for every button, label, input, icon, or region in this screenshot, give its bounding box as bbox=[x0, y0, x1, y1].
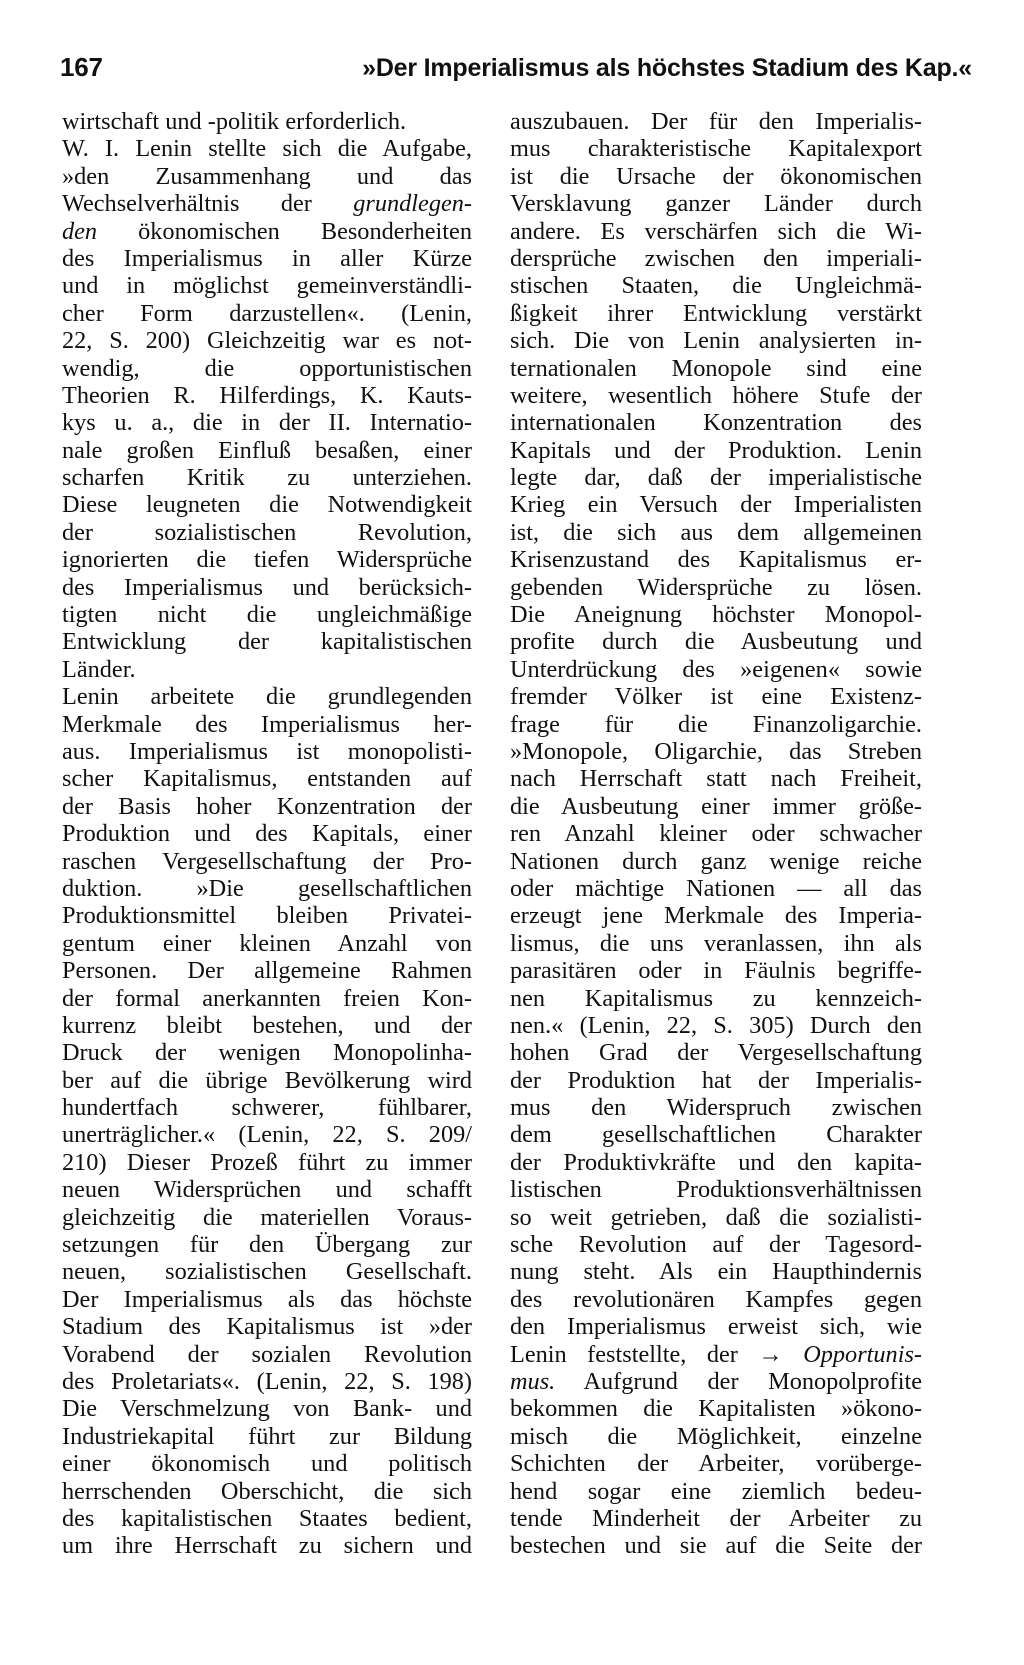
text-line: einer ökonomisch und politisch bbox=[62, 1450, 472, 1478]
text-line: mus. Aufgrund der Monopolprofite bbox=[510, 1367, 922, 1395]
text-line: hundertfach schwerer, fühlbarer, bbox=[62, 1094, 472, 1122]
text-line: parasitären oder in Fäulnis begriffe- bbox=[510, 957, 922, 985]
text-line: neuen Widersprüchen und schafft bbox=[62, 1176, 472, 1204]
text-line: neuen, sozialistischen Gesellschaft. bbox=[62, 1258, 472, 1286]
text-line: mus den Widerspruch zwischen bbox=[510, 1094, 922, 1122]
text-line: so weit getrieben, daß die sozialisti- bbox=[510, 1203, 922, 1231]
text-line: ist die Ursache der ökonomischen bbox=[510, 162, 922, 190]
text-line: Produktionsmittel bleiben Privatei- bbox=[62, 902, 472, 930]
text-line: auszubauen. Der für den Imperialis- bbox=[510, 108, 922, 135]
text-line: Theorien R. Hilferdings, K. Kauts- bbox=[62, 381, 472, 409]
text-line: der formal anerkannten freien Kon- bbox=[62, 984, 472, 1012]
text-line: um ihre Herrschaft zu sichern und bbox=[62, 1532, 472, 1560]
text-line: scher Kapitalismus, entstanden auf bbox=[62, 765, 472, 793]
text-line: tigten nicht die ungleichmäßige bbox=[62, 601, 472, 629]
text-line: lismus, die uns veranlassen, ihn als bbox=[510, 929, 922, 957]
text-line: Stadium des Kapitalismus ist »der bbox=[62, 1313, 472, 1341]
text-line: raschen Vergesellschaftung der Pro- bbox=[62, 847, 472, 875]
text-line: bestechen und sie auf die Seite der bbox=[510, 1532, 922, 1560]
text-line: der Produktivkräfte und den kapita- bbox=[510, 1148, 922, 1176]
text-line: gebenden Widersprüche zu lösen. bbox=[510, 573, 922, 601]
text-line: Wechselverhältnis der grundlegen- bbox=[62, 190, 472, 218]
text-line: den ökonomischen Besonderheiten bbox=[62, 217, 472, 245]
text-line: duktion. »Die gesellschaftlichen bbox=[62, 874, 472, 902]
text-line: misch die Möglichkeit, einzelne bbox=[510, 1422, 922, 1450]
text-line: Vorabend der sozialen Revolution bbox=[62, 1340, 472, 1368]
text-line: Personen. Der allgemeine Rahmen bbox=[62, 957, 472, 985]
text-line: nale großen Einfluß besaßen, einer bbox=[62, 436, 472, 464]
text-line: nach Herrschaft statt nach Freiheit, bbox=[510, 765, 922, 793]
text-line: des Imperialismus und berücksich- bbox=[62, 573, 472, 601]
text-line: Nationen durch ganz wenige reiche bbox=[510, 847, 922, 875]
left-text-column bbox=[62, 108, 472, 1560]
text-line: Versklavung ganzer Länder durch bbox=[510, 190, 922, 218]
text-line: wirtschaft und -politik erforderlich. bbox=[62, 108, 407, 135]
text-line: ist, die sich aus dem allgemeinen bbox=[510, 518, 922, 546]
text-line: des Imperialismus in aller Kürze bbox=[62, 244, 472, 272]
text-line: aus. Imperialismus ist monopolisti- bbox=[62, 737, 472, 765]
text-line: ber auf die übrige Bevölkerung wird bbox=[62, 1066, 472, 1094]
text-line: ignorierten die tiefen Widersprüche bbox=[62, 546, 472, 574]
text-line: andere. Es verschärfen sich die Wi- bbox=[510, 217, 922, 245]
text-line: Krieg ein Versuch der Imperialisten bbox=[510, 491, 922, 519]
text-line: erzeugt jene Merkmale des Imperia- bbox=[510, 902, 922, 930]
text-line: Entwicklung der kapitalistischen bbox=[62, 628, 472, 656]
text-line: mus charakteristische Kapitalexport bbox=[510, 135, 922, 163]
text-line: ternationalen Monopole sind eine bbox=[510, 354, 922, 382]
text-line: oder mächtige Nationen — all das bbox=[510, 874, 922, 902]
text-line: Merkmale des Imperialismus her- bbox=[62, 710, 472, 738]
text-line: profite durch die Ausbeutung und bbox=[510, 628, 922, 656]
text-line: Unterdrückung des »eigenen« sowie bbox=[510, 655, 922, 683]
right-text-column bbox=[510, 108, 922, 1560]
text-line: Produktion und des Kapitals, einer bbox=[62, 820, 472, 848]
page-number: 167 bbox=[60, 52, 103, 82]
text-line: Krisenzustand des Kapitalismus er- bbox=[510, 546, 922, 574]
text-line: frage für die Finanzoligarchie. bbox=[510, 710, 922, 738]
text-line: tende Minderheit der Arbeiter zu bbox=[510, 1504, 922, 1532]
text-line: Länder. bbox=[62, 655, 136, 683]
text-line: Lenin arbeitete die grundlegenden bbox=[62, 683, 472, 711]
text-line: Diese leugneten die Notwendigkeit bbox=[62, 491, 472, 519]
text-line: sich. Die von Lenin analysierten in- bbox=[510, 327, 922, 355]
text-line: wendig, die opportunistischen bbox=[62, 354, 472, 382]
text-line: scharfen Kritik zu unterziehen. bbox=[62, 464, 472, 492]
text-line: herrschenden Oberschicht, die sich bbox=[62, 1477, 472, 1505]
text-line: dersprüche zwischen den imperiali- bbox=[510, 244, 922, 272]
text-line: »Monopole, Oligarchie, das Streben bbox=[510, 737, 922, 765]
text-line: und in möglichst gemeinverständli- bbox=[62, 272, 472, 300]
text-line: W. I. Lenin stellte sich die Aufgabe, bbox=[62, 135, 472, 163]
text-line: unerträglicher.« (Lenin, 22, S. 209/ bbox=[62, 1121, 472, 1149]
text-line: ßigkeit ihrer Entwicklung verstärkt bbox=[510, 299, 922, 327]
text-line: listischen Produktionsverhältnissen bbox=[510, 1176, 922, 1204]
text-line: hend sogar eine ziemlich bedeu- bbox=[510, 1477, 922, 1505]
text-line: 22, S. 200) Gleichzeitig war es not- bbox=[62, 327, 472, 355]
text-line: sche Revolution auf der Tagesord- bbox=[510, 1231, 922, 1259]
text-line: nen Kapitalismus zu kennzeich- bbox=[510, 984, 922, 1012]
text-line: Lenin feststellte, der → Opportunis- bbox=[510, 1340, 922, 1368]
text-line: legte dar, daß der imperialistische bbox=[510, 464, 922, 492]
text-line: nen.« (Lenin, 22, S. 305) Durch den bbox=[510, 1011, 922, 1039]
text-line: des kapitalistischen Staates bedient, bbox=[62, 1504, 472, 1532]
text-line: »den Zusammenhang und das bbox=[62, 162, 472, 190]
text-line: Die Aneignung höchster Monopol- bbox=[510, 601, 922, 629]
text-line: Industriekapital führt zur Bildung bbox=[62, 1422, 472, 1450]
text-line: ren Anzahl kleiner oder schwacher bbox=[510, 820, 922, 848]
text-line: fremder Völker ist eine Existenz- bbox=[510, 683, 922, 711]
text-line: den Imperialismus erweist sich, wie bbox=[510, 1313, 922, 1341]
text-line: nung steht. Als ein Haupthindernis bbox=[510, 1258, 922, 1286]
text-line: 210) Dieser Prozeß führt zu immer bbox=[62, 1148, 472, 1176]
text-line: des Proletariats«. (Lenin, 22, S. 198) bbox=[62, 1367, 472, 1395]
text-line: der sozialistischen Revolution, bbox=[62, 518, 472, 546]
text-line: cher Form darzustellen«. (Lenin, bbox=[62, 299, 472, 327]
text-line: gleichzeitig die materiellen Voraus- bbox=[62, 1203, 472, 1231]
running-title: »Der Imperialismus als höchstes Stadium des Kap.« bbox=[362, 54, 972, 82]
page-header bbox=[60, 52, 972, 92]
text-line: kurrenz bleibt bestehen, und der bbox=[62, 1011, 472, 1039]
text-line: Die Verschmelzung von Bank- und bbox=[62, 1395, 472, 1423]
text-line: stischen Staaten, die Ungleichmä- bbox=[510, 272, 922, 300]
text-line: weitere, wesentlich höhere Stufe der bbox=[510, 381, 922, 409]
text-line: internationalen Konzentration des bbox=[510, 409, 922, 437]
text-line: Kapitals und der Produktion. Lenin bbox=[510, 436, 922, 464]
text-line: kys u. a., die in der II. Internatio- bbox=[62, 409, 472, 437]
text-line: der Produktion hat der Imperialis- bbox=[510, 1066, 922, 1094]
text-line: die Ausbeutung einer immer größe- bbox=[510, 792, 922, 820]
text-line: Druck der wenigen Monopolinha- bbox=[62, 1039, 472, 1067]
text-line: der Basis hoher Konzentration der bbox=[62, 792, 472, 820]
text-line: des revolutionären Kampfes gegen bbox=[510, 1285, 922, 1313]
text-line: Der Imperialismus als das höchste bbox=[62, 1285, 472, 1313]
text-line: setzungen für den Übergang zur bbox=[62, 1231, 472, 1259]
text-line: gentum einer kleinen Anzahl von bbox=[62, 929, 472, 957]
text-line: bekommen die Kapitalisten »ökono- bbox=[510, 1395, 922, 1423]
text-line: Schichten der Arbeiter, vorüberge- bbox=[510, 1450, 922, 1478]
text-line: hohen Grad der Vergesellschaftung bbox=[510, 1039, 922, 1067]
text-line: dem gesellschaftlichen Charakter bbox=[510, 1121, 922, 1149]
